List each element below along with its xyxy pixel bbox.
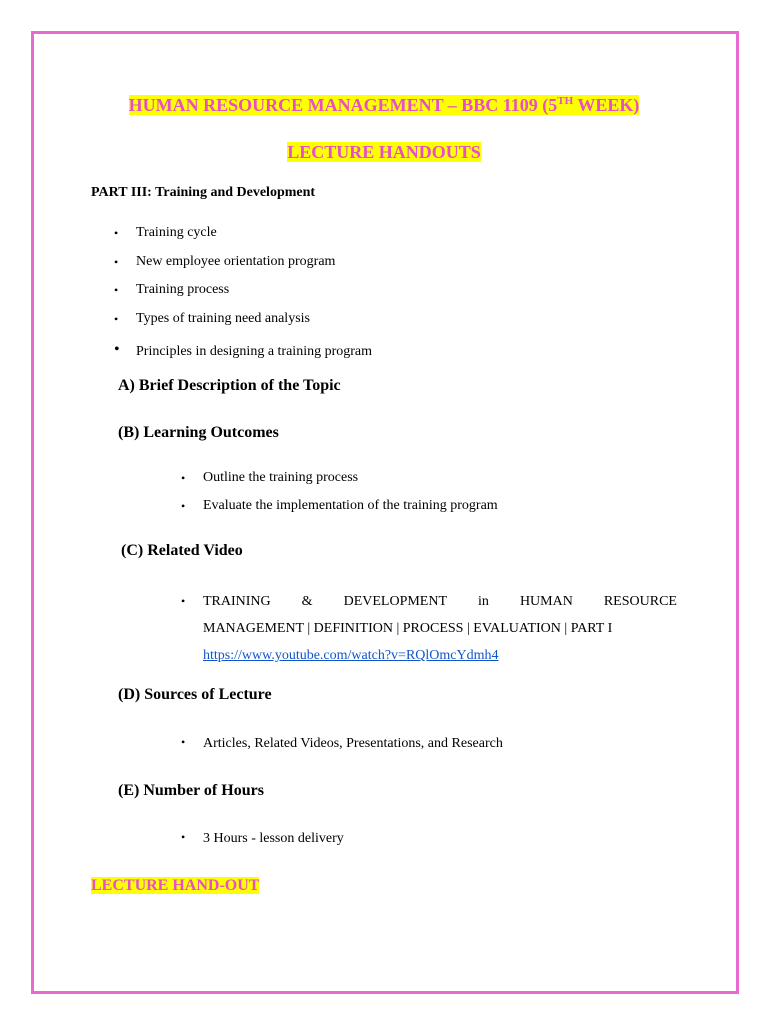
document-subtitle: LECTURE HANDOUTS bbox=[287, 142, 481, 162]
hours-list bbox=[181, 830, 344, 848]
lecture-handout-heading: LECTURE HAND-OUT bbox=[91, 877, 260, 894]
list-item: • New employee orientation program bbox=[114, 253, 336, 269]
bullet-icon: • bbox=[114, 341, 120, 358]
sources-list bbox=[181, 735, 503, 753]
bullet-icon: • bbox=[114, 311, 119, 326]
list-item bbox=[181, 588, 677, 669]
list-item: • Outline the training process bbox=[181, 470, 359, 485]
bullet-icon: • bbox=[181, 594, 186, 608]
bullet-icon: • bbox=[114, 254, 119, 269]
bullet-icon: • bbox=[181, 499, 186, 513]
video-title-line2: MANAGEMENT | DEFINITION | PROCESS | EVALUATION | PART I bbox=[203, 621, 613, 636]
section-b-heading: (B) Learning Outcomes bbox=[118, 424, 279, 441]
list-item: • Types of training need analysis bbox=[114, 310, 310, 326]
document-title: HUMAN RESOURCE MANAGEMENT – BBC 1109 (5TH WEEK) bbox=[128, 95, 640, 115]
list-item: • Training process bbox=[114, 282, 230, 297]
section-a-heading: A) Brief Description of the Topic bbox=[118, 377, 341, 394]
section-d-heading: (D) Sources of Lecture bbox=[118, 686, 272, 703]
section-e-heading: (E) Number of Hours bbox=[118, 782, 264, 799]
list-item: • 3 Hours - lesson delivery bbox=[181, 830, 344, 846]
list-item: • Evaluate the implementation of the training program bbox=[181, 498, 498, 513]
related-video-list bbox=[181, 588, 677, 669]
list-item: • Articles, Related Videos, Presentations, and Research bbox=[181, 735, 503, 751]
video-title-line1: TRAINING & DEVELOPMENT in HUMAN RESOURCE bbox=[203, 594, 677, 609]
learning-outcomes-list bbox=[181, 469, 498, 525]
bullet-icon: • bbox=[181, 735, 186, 749]
part-topic-list bbox=[114, 224, 373, 372]
list-item: • Training cycle bbox=[114, 225, 217, 240]
video-link[interactable]: https://www.youtube.com/watch?v=RQlOmcYdmh4 bbox=[203, 648, 499, 663]
bullet-icon: • bbox=[181, 471, 186, 485]
title-superscript: TH bbox=[557, 95, 574, 107]
part-heading: PART III: Training and Development bbox=[91, 185, 316, 200]
bullet-icon: • bbox=[181, 830, 186, 844]
list-item: • Principles in designing a training program bbox=[114, 341, 373, 359]
bullet-icon: • bbox=[114, 226, 119, 240]
bullet-icon: • bbox=[114, 283, 119, 297]
section-c-heading: (C) Related Video bbox=[121, 542, 243, 559]
